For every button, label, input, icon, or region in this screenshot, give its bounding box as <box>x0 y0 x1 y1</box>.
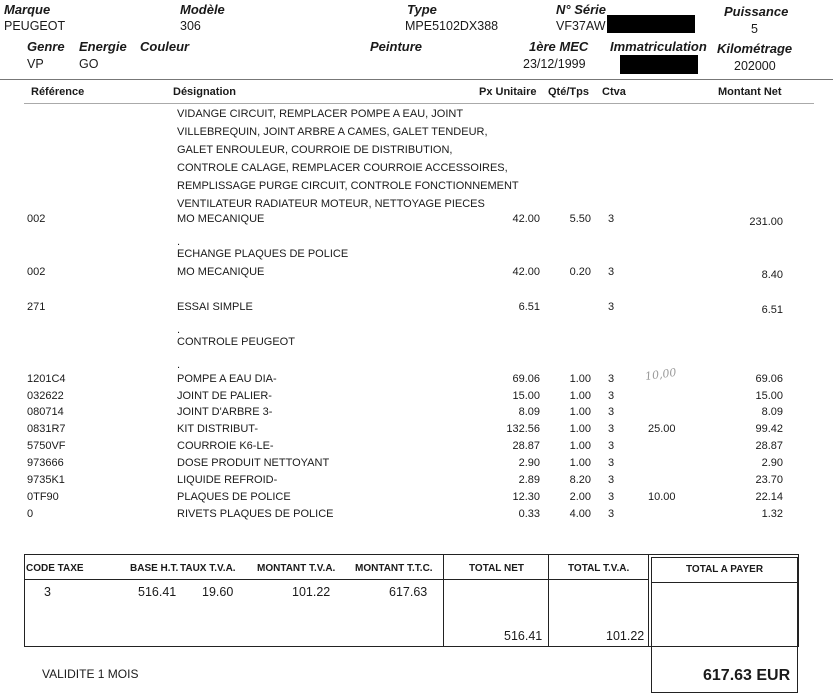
description-line: GALET ENROULEUR, COURROIE DE DISTRIBUTION, <box>177 144 453 156</box>
line-designation: PLAQUES DE POLICE <box>177 491 291 503</box>
line-unit-price: 2.90 <box>518 457 540 469</box>
line-designation: RIVETS PLAQUES DE POLICE <box>177 508 334 520</box>
line-vat-code: 3 <box>608 457 615 469</box>
peinture-label: Peinture <box>370 39 423 54</box>
line-reference: 0TF90 <box>27 491 59 503</box>
couleur-label: Couleur <box>140 39 190 54</box>
line-reference: 002 <box>27 266 46 278</box>
handwritten-note: 10,00 <box>644 365 678 384</box>
line-vat-code: 3 <box>608 373 615 385</box>
modele-value: 306 <box>180 19 201 33</box>
line-designation: KIT DISTRIBUT- <box>177 423 259 435</box>
tax-ttc-label: MONTANT T.T.C. <box>355 563 433 574</box>
energie-label: Energie <box>79 39 127 54</box>
tax-ttc-value: 617.63 <box>389 585 428 599</box>
mec-label: 1ère MEC <box>529 39 589 54</box>
line-amount: 1.32 <box>761 508 783 520</box>
description-line: REMPLISSAGE PURGE CIRCUIT, CONTROLE FONCTIONNEMENT <box>177 180 519 192</box>
serie-redaction <box>607 15 695 33</box>
line-reference: 002 <box>27 213 46 225</box>
col-qte: Qté/Tps <box>548 86 589 98</box>
immat-label: Immatriculation <box>610 39 707 54</box>
line-reference: 5750VF <box>27 440 66 452</box>
puissance-label: Puissance <box>724 4 789 19</box>
line-quantity: 8.20 <box>569 474 591 486</box>
line-unit-price: 12.30 <box>512 491 540 503</box>
line-reference: 0 <box>27 508 34 520</box>
line-discount: 25.00 <box>648 423 676 435</box>
line-vat-code: 3 <box>608 301 615 313</box>
line-designation: COURROIE K6-LE- <box>177 440 274 452</box>
immat-redaction <box>620 55 698 74</box>
tax-header-divider <box>24 579 649 580</box>
line-unit-price: 69.06 <box>512 373 540 385</box>
line-unit-price: 0.33 <box>518 508 540 520</box>
line-amount: 231.00 <box>749 216 783 228</box>
line-designation: MO MECANIQUE <box>177 213 265 225</box>
line-designation: CONTROLE PEUGEOT <box>177 336 295 348</box>
tax-rate-value: 19.60 <box>202 585 234 599</box>
line-designation: MO MECANIQUE <box>177 266 265 278</box>
km-value: 202000 <box>734 59 776 73</box>
col-ctva: Ctva <box>602 86 626 98</box>
line-reference: 080714 <box>27 406 64 418</box>
col-designation: Désignation <box>173 86 236 98</box>
total-pay-label: TOTAL A PAYER <box>686 564 764 575</box>
line-quantity: 1.00 <box>569 440 591 452</box>
description-line: VILLEBREQUIN, JOINT ARBRE A CAMES, GALET TENDEUR, <box>177 126 488 138</box>
tax-rate-label: TAUX T.V.A. <box>180 563 236 574</box>
line-vat-code: 3 <box>608 406 615 418</box>
line-reference: 032622 <box>27 390 64 402</box>
marque-value: PEUGEOT <box>4 19 66 33</box>
line-reference: 271 <box>27 301 46 313</box>
line-designation: JOINT DE PALIER- <box>177 390 272 402</box>
line-unit-price: 8.09 <box>518 406 540 418</box>
km-label: Kilométrage <box>717 41 793 56</box>
line-quantity: 1.00 <box>569 390 591 402</box>
line-quantity: 1.00 <box>569 406 591 418</box>
col-montant: Montant Net <box>718 86 782 98</box>
line-quantity: 2.00 <box>569 491 591 503</box>
line-amount: 6.51 <box>761 304 783 316</box>
line-quantity: 5.50 <box>569 213 591 225</box>
line-designation: ESSAI SIMPLE <box>177 301 253 313</box>
modele-label: Modèle <box>180 2 225 17</box>
line-unit-price: 28.87 <box>512 440 540 452</box>
tax-base-label: BASE H.T. <box>130 563 179 574</box>
divider-total-net <box>443 554 444 647</box>
line-designation: . <box>177 359 181 371</box>
line-quantity: 1.00 <box>569 457 591 469</box>
line-amount: 23.70 <box>755 474 783 486</box>
line-vat-code: 3 <box>608 491 615 503</box>
line-vat-code: 3 <box>608 474 615 486</box>
line-amount: 15.00 <box>755 390 783 402</box>
line-unit-price: 132.56 <box>506 423 540 435</box>
total-net-value: 516.41 <box>504 629 543 643</box>
serie-label: N° Série <box>556 2 607 17</box>
total-net-label: TOTAL NET <box>469 563 524 574</box>
type-label: Type <box>407 2 437 17</box>
line-quantity: 4.00 <box>569 508 591 520</box>
line-amount: 69.06 <box>755 373 783 385</box>
total-tva-value: 101.22 <box>606 629 645 643</box>
type-value: MPE5102DX388 <box>405 19 499 33</box>
total-tva-label: TOTAL T.V.A. <box>568 563 630 574</box>
divider-total-tva <box>548 554 549 647</box>
line-designation: POMPE A EAU DIA- <box>177 373 277 385</box>
line-designation: JOINT D'ARBRE 3- <box>177 406 273 418</box>
line-quantity: 1.00 <box>569 373 591 385</box>
line-amount: 8.40 <box>761 269 783 281</box>
line-unit-price: 2.89 <box>518 474 540 486</box>
columns-divider <box>24 103 814 104</box>
line-designation: DOSE PRODUIT NETTOYANT <box>177 457 330 469</box>
line-designation: . <box>177 324 181 336</box>
description-line: CONTROLE CALAGE, REMPLACER COURROIE ACCESSOIRES, <box>177 162 508 174</box>
tax-vat-label: MONTANT T.V.A. <box>257 563 336 574</box>
line-unit-price: 42.00 <box>512 266 540 278</box>
line-designation: . <box>177 236 181 248</box>
line-designation: LIQUIDE REFROID- <box>177 474 278 486</box>
marque-label: Marque <box>4 2 51 17</box>
line-amount: 8.09 <box>761 406 783 418</box>
line-vat-code: 3 <box>608 508 615 520</box>
tax-base-value: 516.41 <box>138 585 177 599</box>
line-reference: 1201C4 <box>27 373 66 385</box>
line-amount: 99.42 <box>755 423 783 435</box>
header-divider <box>0 79 833 80</box>
line-vat-code: 3 <box>608 266 615 278</box>
line-amount: 22.14 <box>755 491 783 503</box>
line-vat-code: 3 <box>608 213 615 225</box>
line-quantity: 0.20 <box>569 266 591 278</box>
puissance-value: 5 <box>751 22 758 36</box>
line-reference: 9735K1 <box>27 474 65 486</box>
genre-label: Genre <box>27 39 65 54</box>
description-line: VIDANGE CIRCUIT, REMPLACER POMPE A EAU, JOINT <box>177 108 464 120</box>
col-px-unitaire: Px Unitaire <box>479 86 537 98</box>
total-pay-value: 617.63 EUR <box>703 667 791 684</box>
line-quantity: 1.00 <box>569 423 591 435</box>
genre-value: VP <box>27 57 44 71</box>
tax-vat-value: 101.22 <box>292 585 331 599</box>
line-unit-price: 42.00 <box>512 213 540 225</box>
line-vat-code: 3 <box>608 423 615 435</box>
line-reference: 0831R7 <box>27 423 66 435</box>
line-unit-price: 15.00 <box>512 390 540 402</box>
tax-code-label: CODE TAXE <box>26 563 84 574</box>
line-discount: 10.00 <box>648 491 676 503</box>
total-pay-divider <box>651 582 798 583</box>
serie-value: VF37AW <box>556 19 606 33</box>
line-amount: 28.87 <box>755 440 783 452</box>
line-vat-code: 3 <box>608 390 615 402</box>
line-reference: 973666 <box>27 457 64 469</box>
line-designation: ECHANGE PLAQUES DE POLICE <box>177 248 349 260</box>
divider-total-pay <box>648 554 649 647</box>
line-vat-code: 3 <box>608 440 615 452</box>
col-reference: Référence <box>31 86 85 98</box>
validity-note: VALIDITE 1 MOIS <box>42 667 139 681</box>
tax-code-value: 3 <box>44 585 51 599</box>
mec-value: 23/12/1999 <box>523 57 586 71</box>
line-unit-price: 6.51 <box>518 301 540 313</box>
energie-value: GO <box>79 57 99 71</box>
description-line: VENTILATEUR RADIATEUR MOTEUR, NETTOYAGE PIECES <box>177 198 485 210</box>
line-amount: 2.90 <box>761 457 783 469</box>
